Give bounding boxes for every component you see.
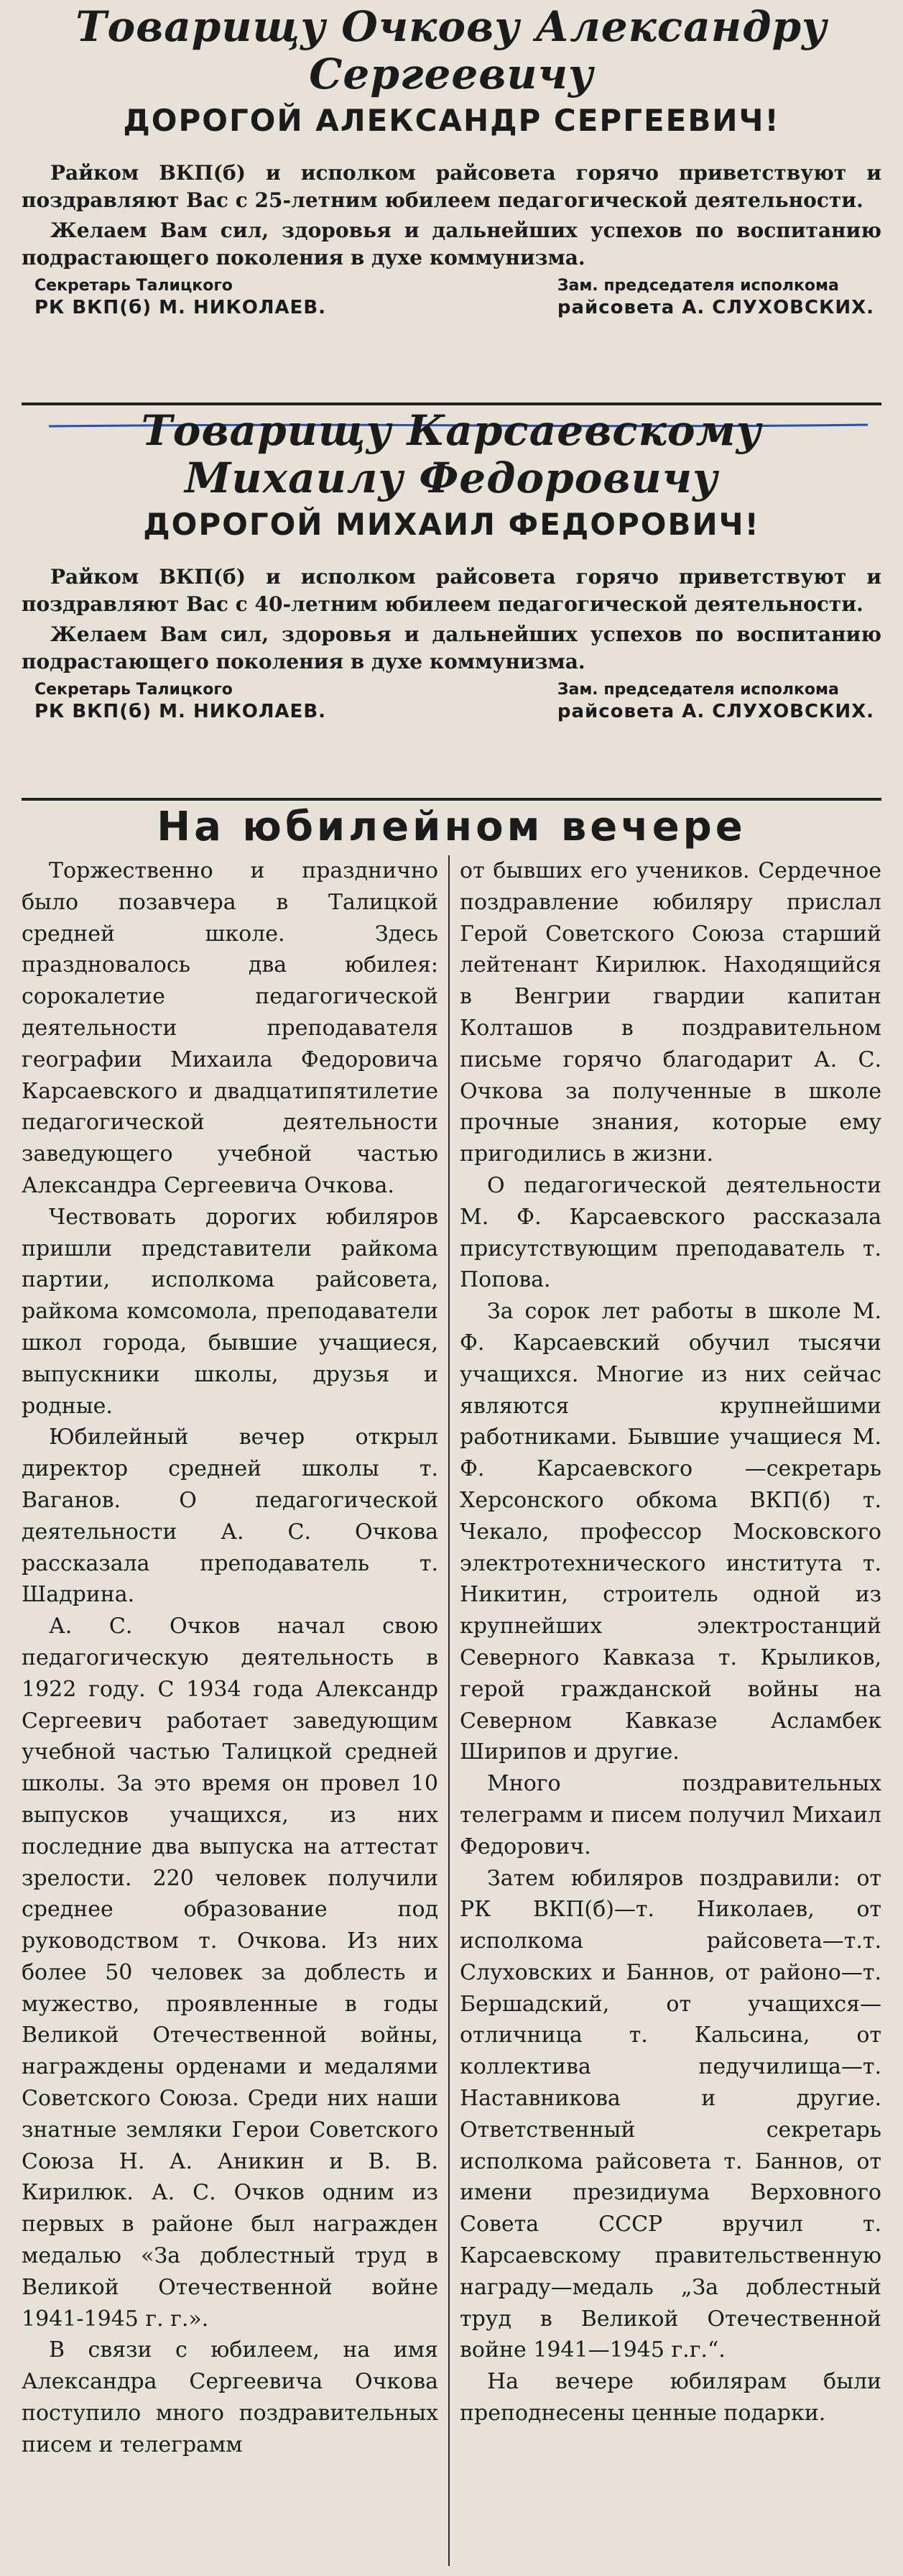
signature-title: Секретарь Талицкого [34, 277, 233, 295]
article-paragraph: О педагогической деятельности М. Ф. Карсаевского рассказала присутствующим преподаватель т. Попова. [460, 1172, 881, 1293]
article-paragraph: А. С. Очков начал свою педагогическую деятельность в 1922 году. С 1934 года Александр Сергеевич работает заведующим учебной частью Талицкой средней школы. За это время он провел 10 выпусков учащихся, из них последние два выпуска на аттестат зрелости. 220 человек получили среднее образование под руководством т. Очкова. Из них более 50 человек за доблесть и мужество, проявленные в годы Великой Отечественной войны, награждены орденами и медалями Советского Союза. Среди них наши знатные земляки Герои Советского Союза Н. А. Аникин и В. В. Кирилюк. А. С. Очков одним из первых в районе был награжден медалью «За доблестный труд в Великой Отечественной войне 1941-1945 г. г.». [22, 1614, 438, 2332]
article-paragraph: За сорок лет работы в школе М. Ф. Карсаевский обучил тысячи учащихся. Многие из них сейчас являются крупнейшими работниками. Бывшие учащиеся М. Ф. Карсаевского —секретарь Херсонского обкома ВКП(б) т. Чекало, профессор Московского электротехнического института т. Никитин, строитель одной из крупнейших электростанций Северного Кавказа т. Крыликов, герой гражданской войны на Северном Кавказе Асламбек Ширипов и другие. [460, 1299, 881, 1765]
signature-title: Секретарь Талицкого [34, 681, 233, 699]
article-paragraph: Много поздравительных телеграмм и писем получил Михаил Федорович. [460, 1771, 881, 1859]
section-divider [22, 402, 881, 405]
article-paragraph: Юбилейный вечер открыл директор средней школы т. Ваганов. О педагогической деятельности А. С. Очкова рассказала преподаватель т. Шадрина. [22, 1425, 438, 1608]
section-divider [22, 798, 881, 801]
greeting-heading-line1: Товарищу Карсаевскому [141, 406, 762, 455]
article-paragraph: На вечере юбилярам были преподнесены ценные подарки. [460, 2369, 881, 2426]
article-paragraph: Торжественно и празднично было позавчера в Талицкой средней школе. Здесь праздновалось два юбилея: сорокалетие педагогической деятельности преподавателя географии Михаила Федоровича Карсаевского и двадцатипятилетие педагогической деятельности заведующего учебной частью Александра Сергеевича Очкова. [22, 858, 438, 1198]
greeting-heading-line2: Михаилу Федоровичу [185, 454, 718, 502]
greeting-salutation: ДОРОГОЙ МИХАИЛ ФЕДОРОВИЧ! [143, 507, 760, 542]
article-paragraph: Чествовать дорогих юбиляров пришли представители райкома партии, исполкома райсовета, райкома комсомола, преподаватели школ города, бывшие учащиеся, выпускники школы, друзья и родные. [22, 1204, 438, 1419]
greeting-paragraph: Желаем Вам сил, здоровья и дальнейших успехов по воспитанию подрастающего поколения в духе коммунизма. [22, 622, 881, 673]
column-divider [448, 855, 450, 2566]
greeting-paragraph: Желаем Вам сил, здоровья и дальнейших успехов по воспитанию подрастающего поколения в духе коммунизма. [22, 218, 881, 270]
signature-title: Зам. председателя исполкома [557, 277, 839, 295]
article-paragraph: от бывших его учеников. Сердечное поздравление юбиляру прислал Герой Советского Союза старший лейтенант Кирилюк. Находящийся в Венгрии гвардии капитан Колташов в поздравительном письме горячо благодарит А. С. Очкова за полученные в школе прочные знания, которые ему пригодились в жизни. [460, 858, 881, 1167]
greeting-karsaevsky [0, 407, 903, 723]
signature-name: РК ВКП(б) М. НИКОЛАЕВ. [34, 701, 327, 722]
signature-row [22, 680, 881, 723]
signature-name: РК ВКП(б) М. НИКОЛАЕВ. [34, 297, 327, 318]
signature-name: райсовета А. СЛУХОВСКИХ. [557, 297, 874, 318]
greeting-salutation: ДОРОГОЙ АЛЕКСАНДР СЕРГЕЕВИЧ! [123, 103, 780, 138]
article-paragraph: Затем юбиляров поздравили: от РК ВКП(б)—т. Николаев, от исполкома райсовета—т.т. Слуховских и Баннов, от районо—т. Бершадский, от учащихся—отличница т. Кальсина, от коллектива педучилища—т. Наставникова и другие. Ответственный секретарь исполкома райсовета т. Баннов, от имени президиума Верховного Совета СССР вручил т. Карсаевскому правительственную награду—медаль „За доблестный труд в Великой Отечественной войне 1941—1945 г.г.“. [460, 1865, 881, 2363]
article-column-right [460, 855, 881, 2429]
greeting-heading-line1: Товарищу Очкову Александру [75, 2, 828, 51]
article-paragraph: В связи с юбилеем, на имя Александра Сергеевича Очкова поступило много поздравительных писем и телеграмм [22, 2337, 438, 2457]
greeting-paragraph: Райком ВКП(б) и исполком райсовета горячо приветствуют и поздравляют Вас с 25-летним юбилеем педагогической деятельности. [22, 161, 881, 212]
signature-row [22, 276, 881, 319]
greeting-paragraph: Райком ВКП(б) и исполком райсовета горячо приветствуют и поздравляют Вас с 40-летним юбилеем педагогической деятельности. [22, 565, 881, 616]
signature-title: Зам. председателя исполкома [557, 681, 839, 699]
signature-name: райсовета А. СЛУХОВСКИХ. [557, 701, 874, 722]
article-column-left [22, 855, 438, 2461]
article-title: На юбилейном вечере [157, 804, 746, 850]
greeting-heading-line2: Сергеевичу [309, 50, 594, 98]
greeting-ochkov [0, 3, 903, 319]
